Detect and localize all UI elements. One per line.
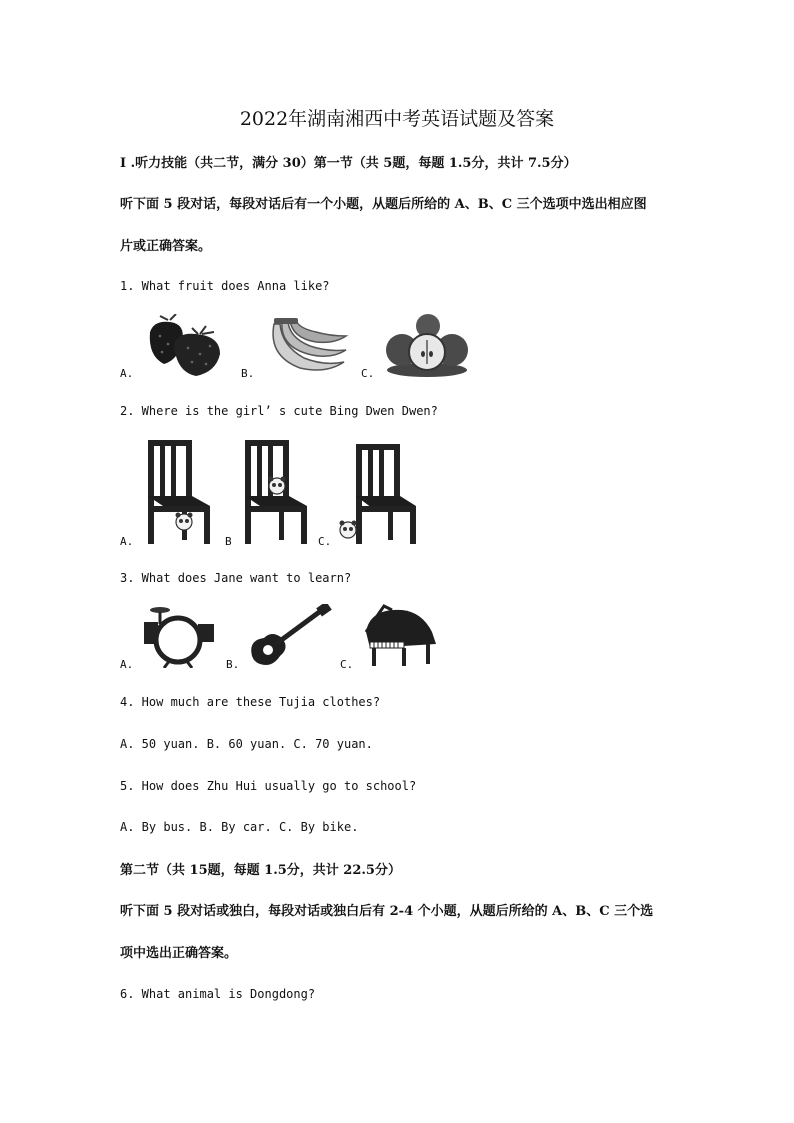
q3-option-a-label: A. [120, 658, 134, 671]
part1-instruction-line1: 听下面 5 段对话，每段对话后有一个小题，从题后所给的 A、B、C 三个选项中选出相应图 [120, 197, 647, 212]
part1-instruction-line2: 片或正确答案。 [120, 239, 212, 254]
piano-icon [362, 602, 442, 670]
q3-option-c-label: C. [340, 658, 354, 671]
part2-instruction-line2: 项中选出正确答案。 [120, 946, 238, 961]
question-5-options: A. By bus. B. By car. C. By bike. [120, 820, 359, 834]
question-5: 5. How does Zhu Hui usually go to school? [120, 779, 417, 793]
question-4: 4. How much are these Tujia clothes? [120, 695, 381, 709]
q1-option-b-label: B. [241, 367, 255, 380]
question-6: 6. What animal is Dongdong? [120, 987, 316, 1001]
q1-option-c-label: C. [361, 367, 375, 380]
part2-instruction-line1: 听下面 5 段对话或独白，每段对话或独白后有 2-4 个小题，从题后所给的 A、B、C 三个选 [120, 904, 654, 919]
part2-header: 第二节（共 15题，每题 1.5分，共计 22.5分） [120, 863, 401, 878]
chair-panda-beside-icon [336, 440, 420, 548]
q3-option-b-label: B. [226, 658, 240, 671]
question-2: 2. Where is the girl’ s cute Bing Dwen Dwen? [120, 404, 438, 418]
q2-option-b-label: B [225, 535, 232, 548]
part1-header: I .听力技能（共二节，满分 30）第一节（共 5题，每题 1.5分，共计 7.5分） [120, 156, 577, 171]
strawberries-icon [140, 314, 232, 378]
q1-option-a-label: A. [120, 367, 134, 380]
drum-icon [140, 604, 220, 668]
chair-panda-on-icon [235, 436, 315, 548]
question-4-options: A. 50 yuan. B. 60 yuan. C. 70 yuan. [120, 737, 373, 751]
question-1: 1. What fruit does Anna like? [120, 279, 330, 293]
question-3: 3. What does Jane want to learn? [120, 571, 352, 585]
q2-option-a-label: A. [120, 535, 134, 548]
bananas-icon [264, 316, 350, 378]
guitar-icon [246, 604, 334, 668]
apples-icon [384, 310, 470, 378]
chair-panda-under-icon [138, 436, 218, 548]
page-title: 2022年湖南湘西中考英语试题及答案 [239, 108, 555, 130]
q2-option-c-label: C. [318, 535, 332, 548]
